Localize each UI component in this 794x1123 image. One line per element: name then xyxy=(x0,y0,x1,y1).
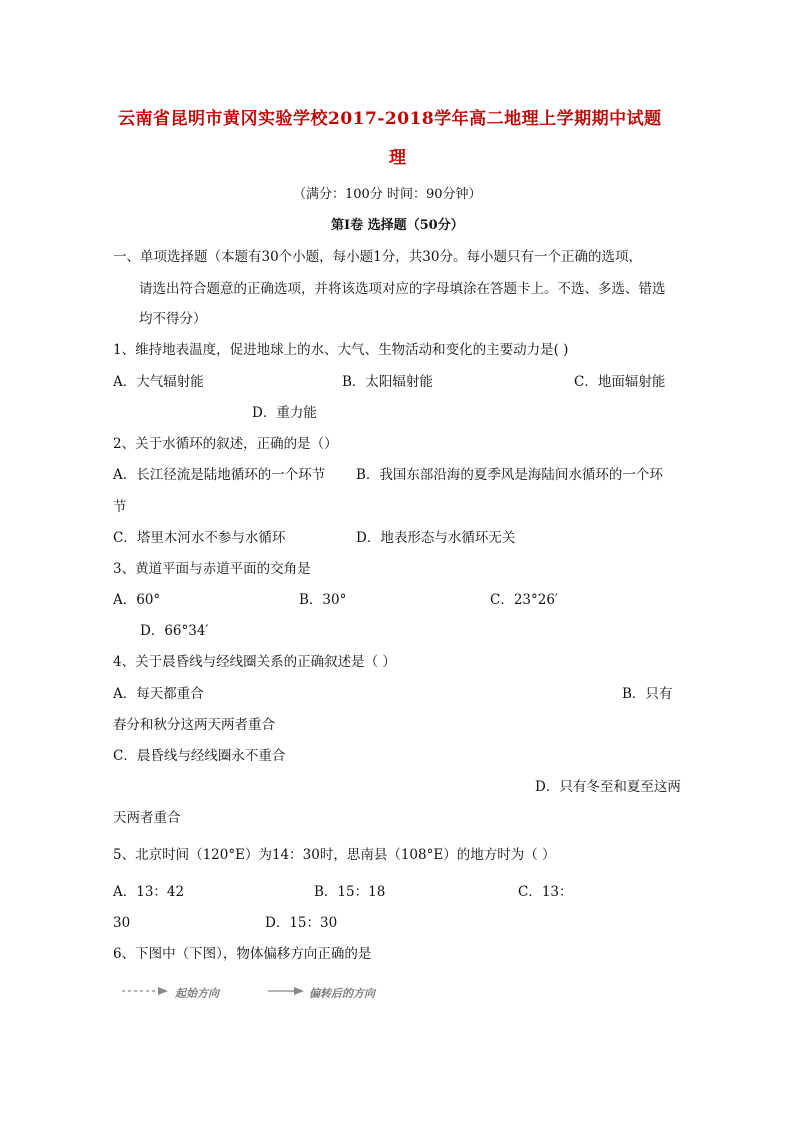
question-2-option-c: C．塔里木河水不参与水循环 xyxy=(113,530,286,546)
question-4-option-a: A．每天都重合 xyxy=(113,686,204,702)
question-1-option-c: C．地面辐射能 xyxy=(574,374,666,390)
question-1-option-d: D．重力能 xyxy=(252,405,317,421)
question-3-option-a: A．60° xyxy=(113,592,161,608)
legend-deflected-label: 偏转后的方向 xyxy=(309,987,375,1000)
question-6-stem: 6、下图中（下图），物体偏移方向正确的是 xyxy=(113,946,372,962)
question-2-option-b-line1: B．我国东部沿海的夏季风是海陆间水循环的一个环 xyxy=(356,467,663,483)
legend-start-label: 起始方向 xyxy=(175,987,219,1000)
question-3-option-c: C．23°26′ xyxy=(490,592,559,608)
question-5-option-c-line2: 30 xyxy=(113,915,131,931)
dashed-arrow-icon xyxy=(120,983,170,999)
question-5-option-b: B．15：18 xyxy=(314,884,386,900)
question-4-stem: 4、关于晨昏线与经线圈关系的正确叙述是（ ） xyxy=(113,654,396,670)
question-5-option-d: D．15：30 xyxy=(265,915,338,931)
question-3-option-d: D．66°34′ xyxy=(140,623,209,639)
question-4-option-d-line1: D．只有冬至和夏至这两 xyxy=(535,779,681,795)
page-title-line1: 云南省昆明市黄冈实验学校2017-2018学年高二地理上学期期中试题 xyxy=(118,109,662,129)
exam-info: （满分：100分 时间：90分钟） xyxy=(293,187,482,202)
question-4-option-b-line1: B．只有 xyxy=(622,686,673,702)
instructions-line1: 一、单项选择题（本题有30个小题，每小题1分，共30分。每小题只有一个正确的选项， xyxy=(113,249,642,265)
question-5-option-a: A．13：42 xyxy=(113,884,185,900)
question-4-option-b-line2: 春分和秋分这两天两者重合 xyxy=(113,717,275,733)
section-title: 第Ⅰ卷 选择题（50分） xyxy=(331,218,464,233)
question-3-stem: 3、黄道平面与赤道平面的交角是 xyxy=(113,561,311,577)
question-1-option-b: B．太阳辐射能 xyxy=(342,374,433,390)
question-2-option-d: D．地表形态与水循环无关 xyxy=(356,530,516,546)
question-2-option-b-line2: 节 xyxy=(113,499,127,515)
figure-legend xyxy=(120,983,400,999)
page-title-line2: 理 xyxy=(389,148,407,168)
solid-arrow-icon xyxy=(266,983,306,999)
question-2-stem: 2、关于水循环的叙述，正确的是（） xyxy=(113,436,338,452)
question-3-option-b: B．30° xyxy=(299,592,347,608)
question-1-option-a: A．大气辐射能 xyxy=(113,374,204,390)
question-4-option-d-line2: 天两者重合 xyxy=(113,810,181,826)
instructions-line3: 均不得分） xyxy=(139,311,207,327)
question-1-stem: 1、维持地表温度，促进地球上的水、大气、生物活动和变化的主要动力是( ) xyxy=(113,342,569,358)
question-4-option-c: C．晨昏线与经线圈永不重合 xyxy=(113,748,286,764)
instructions-line2: 请选出符合题意的正确选项，并将该选项对应的字母填涂在答题卡上。不选、多选、错选 xyxy=(139,281,666,297)
question-5-stem: 5、北京时间（120°E）为14：30时，思南县（108°E）的地方时为（ ） xyxy=(113,847,556,863)
question-5-option-c-line1: C．13： xyxy=(518,884,573,900)
question-2-option-a: A．长江径流是陆地循环的一个环节 xyxy=(113,467,326,483)
